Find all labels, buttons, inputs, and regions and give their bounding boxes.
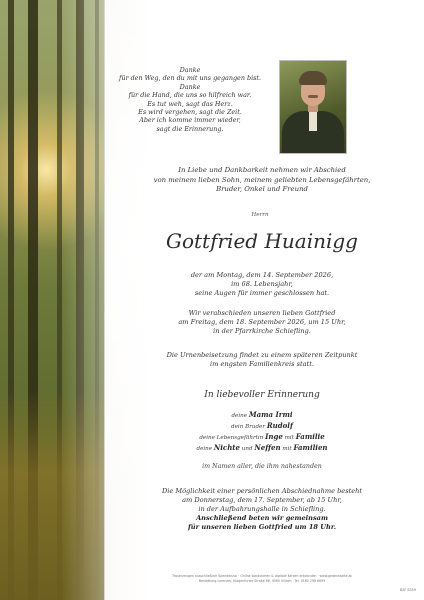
footer-line: Bestattung Lorenzer, Klagenfurter Straße 66, 9560 Villach · Tel. 0160 298 6699 xyxy=(198,578,326,583)
funeral-info xyxy=(120,309,404,336)
mourner-line: deine Nichte und Neffen mit Familien xyxy=(196,443,328,452)
mourner-line: deine Lebensgefährtin Inge mit Familie xyxy=(199,432,325,441)
intro-line: von meinem lieben Sohn, meinem geliebten Lebensgefährten, xyxy=(153,175,371,184)
poem-line: für den Weg, den du mit uns gegangen bist. xyxy=(119,74,261,83)
tree-trunk xyxy=(76,0,84,600)
urn-info xyxy=(120,351,404,369)
document-code: BSF 6359 xyxy=(399,588,416,592)
viewing-line: am Donnerstag, dem 17. September, ab 15 Uhr, xyxy=(182,496,342,504)
death-notice-line: im 68. Lebensjahr, xyxy=(231,280,293,288)
salutation: Herrn xyxy=(251,212,269,218)
poem-line: Danke xyxy=(179,66,201,74)
intro-line: Bruder, Onkel und Freund xyxy=(216,185,308,194)
death-notice-line: der am Montag, dem 14. September 2026, xyxy=(190,271,334,279)
mourners-list xyxy=(120,410,404,454)
portrait-photo xyxy=(279,60,347,154)
poem-line: Aber ich komme immer wieder, xyxy=(139,116,241,125)
viewing-info xyxy=(120,487,404,532)
poem-line: Danke xyxy=(179,82,201,91)
footer-imprint xyxy=(120,574,404,583)
funeral-line: am Freitag, dem 18. September 2026, um 15 Uhr, xyxy=(178,318,346,326)
footer-line: Trauerzeugen ausschließlich Spendenzw. · Online kondolieren & digitale Kerzen entzünden · www.gedenkseite.at xyxy=(172,574,352,578)
intro-line: In Liebe und Dankbarkeit nehmen wir Abschied xyxy=(178,166,346,174)
poem-line: für die Hand, die uns so hilfreich war. xyxy=(128,91,252,100)
viewing-line: in der Aufbahrungshalle in Schiefling. xyxy=(198,505,326,513)
forest-photo xyxy=(0,0,104,600)
urn-line: Die Urnenbeisetzung findet zu einem späteren Zeitpunkt xyxy=(166,351,358,359)
tree-trunk xyxy=(28,0,38,600)
tree-trunk xyxy=(8,0,14,600)
forest-undergrowth xyxy=(0,390,104,600)
death-notice-line: seine Augen für immer geschlossen hat. xyxy=(194,289,330,297)
remembrance-heading: In liebevoller Erinnerung xyxy=(204,390,320,400)
viewing-line: Die Möglichkeit einer persönlichen Abschiednahme besteht xyxy=(161,487,363,495)
deceased-name: Gottfried Huainigg xyxy=(166,229,358,253)
closing-line: im Namen aller, die ihm nahestanden xyxy=(202,463,322,470)
tree-trunk xyxy=(57,0,62,600)
poem-line: Es tut weh, sagt das Herz. xyxy=(147,99,233,108)
intro-text xyxy=(120,166,404,195)
prayer-line: für unseren lieben Gottfried um 18 Uhr. xyxy=(187,523,337,531)
mourner-line: deine Mama Irmi xyxy=(231,410,293,419)
poem-line: sagt die Erinnerung. xyxy=(156,124,224,133)
funeral-line: Wir verabschieden unseren lieben Gottfried xyxy=(188,309,336,317)
prayer-line: Anschließend beten wir gemeinsam xyxy=(196,514,328,522)
tree-trunk xyxy=(95,0,99,600)
urn-line: im engsten Familienkreis statt. xyxy=(210,360,314,368)
mourner-line: dein Bruder Rudolf xyxy=(231,421,293,430)
death-notice xyxy=(120,271,404,298)
poem-line: Es wird vergehen, sagt die Zeit. xyxy=(138,108,242,117)
poem xyxy=(100,66,280,133)
funeral-line: in der Pfarrkirche Schiefling. xyxy=(213,327,311,335)
